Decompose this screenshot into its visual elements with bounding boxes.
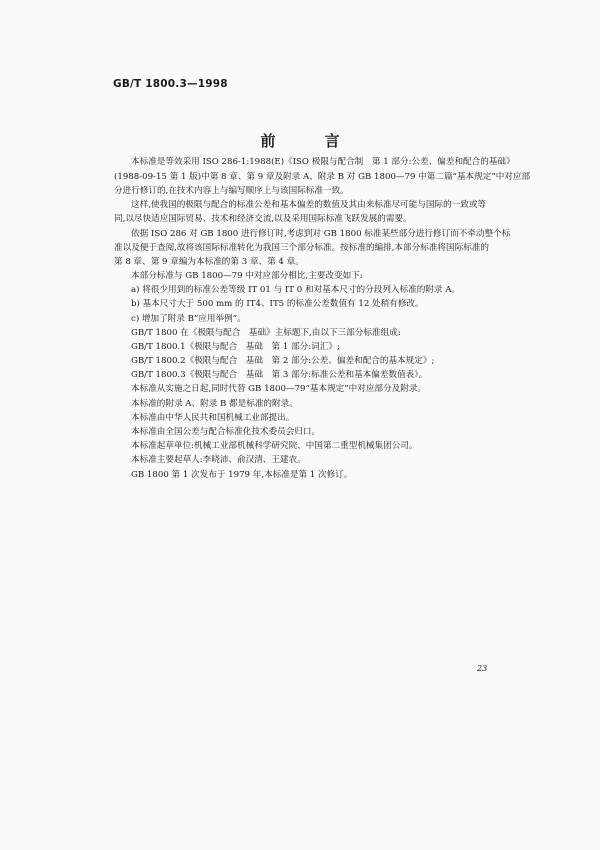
text-line: (1988-09-15 第 1 版)中第 8 章、第 9 章及附录 A、附录 B 对 GB 1800—79 中第二篇“基本规定”中对应部 (114, 172, 531, 182)
text-line: GB/T 1800.3《极限与配合 基础 第 3 部分:标准公差和基本偏差数值表》。 (131, 370, 428, 380)
text-line: GB/T 1800.2《极限与配合 基础 第 2 部分:公差、偏差和配合的基本规定》; (131, 356, 435, 366)
text-line: 本标准的附录 A、附录 B 都是标准的附录。 (131, 399, 298, 409)
text-line: 准以及便于查阅,故将该国际标准转化为我国三个部分标准。按标准的编排,本部分标准将国际标准的 (114, 243, 489, 253)
text-line: 分进行修订的,在技术内容上与编写顺序上与该国际标准一致。 (114, 186, 349, 196)
text-line: 第 8 章、第 9 章编为本标准的第 3 章、第 4 章。 (114, 257, 304, 267)
text-line: 同,以尽快适应国际贸易、技术和经济交流,以及采用国际标准飞跃发展的需要。 (114, 214, 412, 224)
text-line: 本标准从实施之日起,同时代替 GB 1800—79“基本规定”中对应部分及附录。 (131, 384, 427, 394)
text-line: GB/T 1800 在《极限与配合 基础》主标题下,由以下三部分标准组成: (131, 328, 401, 338)
text-line: c) 增加了附录 B“应用举例”。 (131, 314, 246, 324)
text-line: 本标准主要起草人:李晓沛、俞汉清、王建农。 (131, 455, 306, 465)
text-line: b) 基本尺寸大于 500 mm 的 IT4、IT5 的标准公差数值有 12 处稍有修改。 (131, 299, 424, 309)
text-line: 依据 ISO 286 对 GB 1800 进行修订时,考虑到对 GB 1800 标准某些部分进行修订而不牵动整个标 (131, 229, 511, 239)
text-line: a) 将很少用到的标准公差等级 IT 01 与 IT 0 和对基本尺寸的分段列入标准的附录 A。 (131, 285, 461, 295)
section-title: 前 言 (260, 132, 362, 150)
text-line: 本标准由全国公差与配合标准化技术委员会归口。 (131, 427, 321, 437)
text-line: 本部分标准与 GB 1800—79 中对应部分相比,主要改变如下: (131, 271, 363, 281)
text-line: GB/T 1800.1《极限与配合 基础 第 1 部分:词汇》; (131, 342, 340, 352)
page-number: 23 (477, 664, 488, 673)
text-line: 本标准由中华人民共和国机械工业部提出。 (131, 413, 295, 423)
document-code: GB/T 1800.3—1998 (113, 78, 228, 90)
text-line: GB 1800 第 1 次发布于 1979 年,本标准是第 1 次修订。 (131, 470, 353, 480)
text-line: 这样,使我国的极限与配合的标准公差和基本偏差的数值及其由来标准尽可能与国际的一致或等 (131, 200, 487, 210)
text-line: 本标准是等效采用 ISO 286-1:1988(E)《ISO 极限与配合制 第 1 部分:公差、偏差和配合的基础》 (131, 157, 515, 167)
text-line: 本标准起草单位:机械工业部机械科学研究院、中国第二重型机械集团公司。 (131, 441, 418, 451)
